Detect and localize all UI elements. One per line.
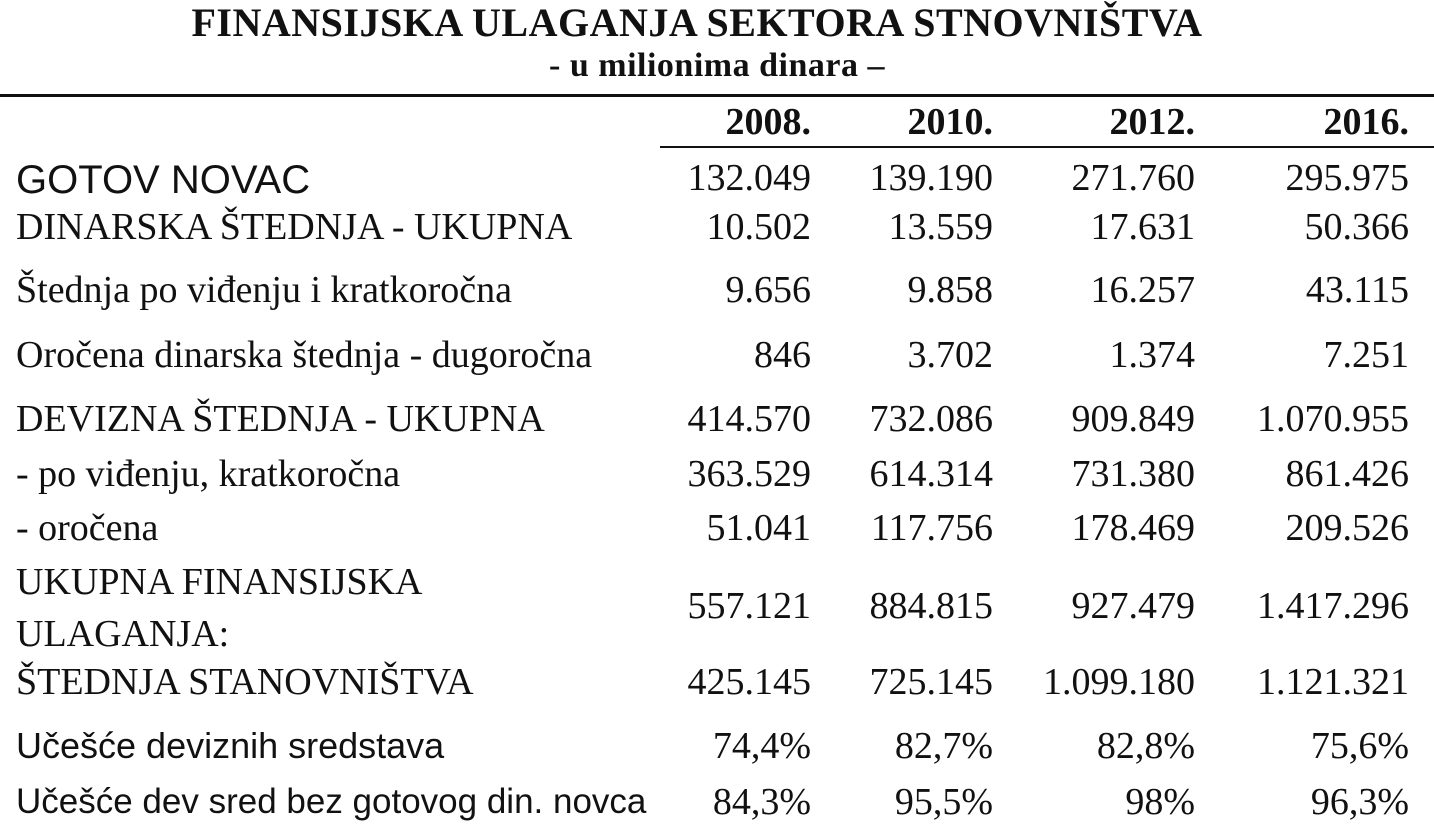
cell-value: 1.099.180 bbox=[1043, 661, 1195, 703]
row-label: Učešće deviznih sredstava bbox=[16, 725, 445, 766]
cell-value: 75,6% bbox=[1310, 725, 1409, 767]
cell-value: 725.145 bbox=[869, 661, 993, 703]
cell-value: 731.380 bbox=[1071, 453, 1195, 495]
cell-value: 732.086 bbox=[869, 398, 993, 440]
year-header-2012: 2012. bbox=[1109, 101, 1195, 143]
cell-value: 363.529 bbox=[687, 453, 811, 495]
year-header-2008: 2008. bbox=[725, 101, 811, 143]
cell-value: 909.849 bbox=[1071, 398, 1195, 440]
table-subtitle: - u milionima dinara – bbox=[549, 47, 885, 84]
row-label: Štednja po viđenju i kratkoročna bbox=[16, 269, 512, 311]
cell-value: 9.656 bbox=[725, 269, 811, 311]
cell-value: 9.858 bbox=[907, 269, 993, 311]
cell-value: 82,7% bbox=[894, 725, 993, 767]
cell-value: 3.702 bbox=[907, 334, 993, 376]
cell-value: 139.190 bbox=[869, 157, 993, 199]
cell-value: 846 bbox=[754, 334, 811, 376]
year-header-2016: 2016. bbox=[1323, 101, 1409, 143]
cell-value: 209.526 bbox=[1285, 507, 1409, 549]
cell-value: 271.760 bbox=[1071, 157, 1195, 199]
top-divider bbox=[0, 94, 1434, 97]
cell-value: 51.041 bbox=[706, 507, 811, 549]
row-label-line2: ULAGANJA: bbox=[16, 613, 230, 655]
cell-value: 98% bbox=[1125, 781, 1195, 823]
cell-value: 132.049 bbox=[687, 157, 811, 199]
row-label: ŠTEDNJA STANOVNIŠTVA bbox=[16, 661, 474, 703]
cell-value: 927.479 bbox=[1071, 585, 1195, 627]
header-divider bbox=[660, 146, 1434, 148]
year-header-2010: 2010. bbox=[907, 101, 993, 143]
cell-value: 82,8% bbox=[1096, 725, 1195, 767]
cell-value: 1.121.321 bbox=[1257, 661, 1409, 703]
table-title: FINANSIJSKA ULAGANJA SEKTORA STNOVNIŠTVA bbox=[191, 0, 1203, 45]
cell-value: 295.975 bbox=[1285, 157, 1409, 199]
row-label-line1: UKUPNA FINANSIJSKA bbox=[16, 561, 423, 603]
cell-value: 425.145 bbox=[687, 661, 811, 703]
cell-value: 178.469 bbox=[1071, 507, 1195, 549]
cell-value: 17.631 bbox=[1090, 206, 1195, 248]
cell-value: 10.502 bbox=[706, 206, 811, 248]
cell-value: 1.417.296 bbox=[1257, 585, 1409, 627]
cell-value: 1.374 bbox=[1109, 334, 1195, 376]
cell-value: 43.115 bbox=[1305, 269, 1409, 311]
cell-value: 16.257 bbox=[1090, 269, 1195, 311]
cell-value: 7.251 bbox=[1323, 334, 1409, 376]
cell-value: 861.426 bbox=[1285, 453, 1409, 495]
cell-value: 84,3% bbox=[712, 781, 811, 823]
cell-value: 96,3% bbox=[1310, 781, 1409, 823]
cell-value: 13.559 bbox=[888, 206, 993, 248]
cell-value: 50.366 bbox=[1304, 206, 1409, 248]
row-label: DEVIZNA ŠTEDNJA - UKUPNA bbox=[16, 398, 545, 440]
cell-value: 74,4% bbox=[712, 725, 811, 767]
cell-value: 1.070.955 bbox=[1257, 398, 1409, 440]
cell-value: 95,5% bbox=[894, 781, 993, 823]
cell-value: 117.756 bbox=[870, 507, 993, 549]
cell-value: 884.815 bbox=[869, 585, 993, 627]
row-label: Učešće dev sred bez gotovog din. novca bbox=[16, 782, 647, 821]
cell-value: 557.121 bbox=[687, 585, 811, 627]
row-label: DINARSKA ŠTEDNJA - UKUPNA bbox=[16, 206, 573, 248]
cell-value: 614.314 bbox=[869, 453, 993, 495]
row-label: - oročena bbox=[16, 507, 159, 549]
row-label: - po viđenju, kratkoročna bbox=[16, 453, 401, 495]
row-label: Oročena dinarska štednja - dugoročna bbox=[16, 334, 593, 376]
row-label: GOTOV NOVAC bbox=[16, 158, 311, 202]
cell-value: 414.570 bbox=[687, 398, 811, 440]
